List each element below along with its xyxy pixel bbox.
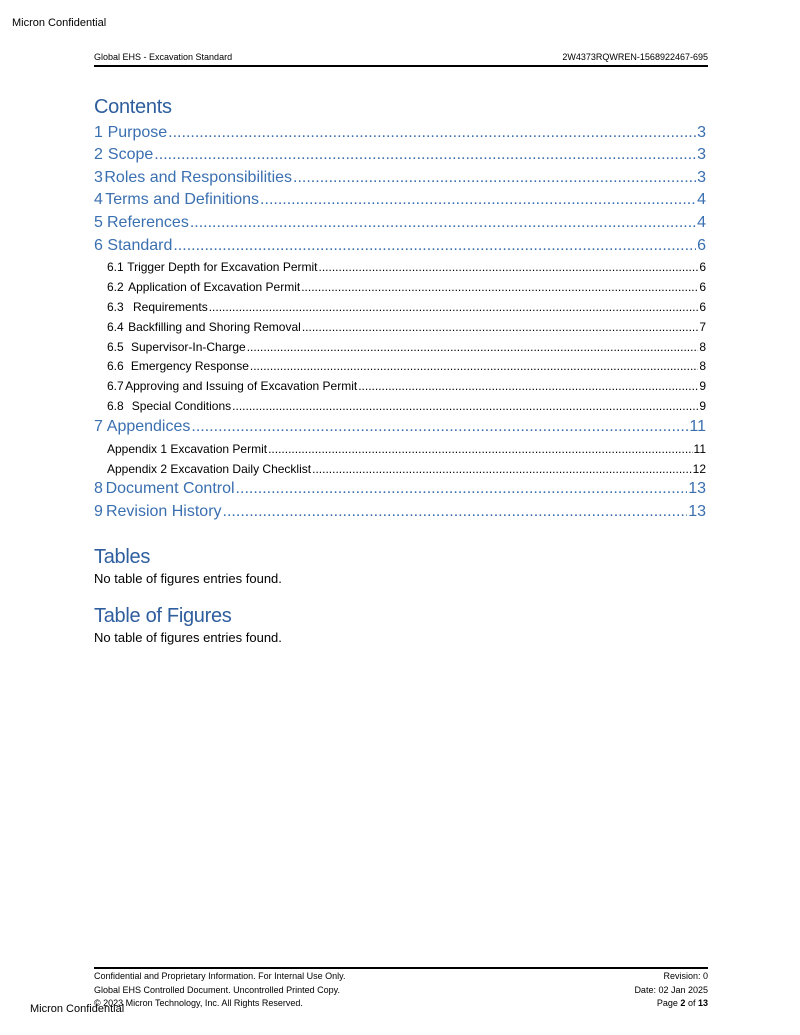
toc-number: 7 <box>94 417 103 435</box>
toc-subentry[interactable] <box>94 393 706 413</box>
toc-leader <box>302 320 698 334</box>
toc-subentry[interactable] <box>94 314 706 334</box>
toc-entry[interactable] <box>94 164 706 187</box>
footer-right <box>634 970 708 1011</box>
toc-number: 6.4 <box>107 319 124 334</box>
toc-title: Scope <box>107 146 154 164</box>
toc-leader <box>154 146 696 164</box>
toc-title: Emergency Response <box>130 359 249 374</box>
toc-entry[interactable] <box>94 498 706 521</box>
header-document-title: Global EHS - Excavation Standard <box>94 52 233 62</box>
toc-entry[interactable] <box>94 413 706 436</box>
toc-entry[interactable] <box>94 476 706 499</box>
toc-title: Trigger Depth for Excavation Permit <box>127 260 318 275</box>
toc-subentry[interactable] <box>94 373 706 393</box>
toc-page: 11 <box>693 441 706 456</box>
toc-entry[interactable] <box>94 142 706 165</box>
toc-number: 1 <box>94 123 103 141</box>
footer-revision: Revision: 0 <box>663 971 708 981</box>
toc-title: Approving and Issuing of Excavation Permit <box>125 379 358 394</box>
toc-page: 6 <box>697 236 706 254</box>
confidential-label-bottom: Micron Confidential <box>30 1003 125 1015</box>
toc-leader <box>250 359 698 373</box>
toc-leader <box>268 442 692 456</box>
toc-number: 9 <box>94 502 103 520</box>
toc-page: 9 <box>699 398 706 413</box>
footer-copyright-line: © 2023 Micron Technology, Inc. All Rights Reserved. <box>94 998 303 1008</box>
toc-subentry[interactable] <box>94 334 706 354</box>
figures-empty-text: No table of figures entries found. <box>94 630 282 645</box>
toc-title: Application of Excavation Permit <box>128 280 301 295</box>
toc-title: Standard <box>107 236 173 254</box>
toc-number: 6.2 <box>107 280 124 295</box>
footer-date: Date: 02 Jan 2025 <box>634 984 708 995</box>
toc-leader <box>236 480 688 498</box>
toc-page: 7 <box>699 319 706 334</box>
toc-appendix-entry[interactable] <box>94 436 706 456</box>
toc-page: 8 <box>699 339 706 354</box>
toc-page: 13 <box>688 502 706 520</box>
tables-heading: Tables <box>94 546 151 568</box>
toc-page: 3 <box>697 168 706 186</box>
figures-heading: Table of Figures <box>94 605 232 627</box>
toc-number: 5 <box>94 213 103 231</box>
toc-leader <box>318 260 698 274</box>
contents-heading: Contents <box>94 96 172 118</box>
toc-title: References <box>107 213 189 231</box>
toc-leader <box>173 237 696 255</box>
toc-title: Appendix 1 Excavation Permit <box>107 441 268 456</box>
toc-page: 3 <box>697 123 706 141</box>
toc-title: Special Conditions <box>131 398 232 413</box>
toc-number: 6.1 <box>107 260 124 275</box>
footer-left <box>94 970 345 1011</box>
toc-subentry[interactable] <box>94 294 706 314</box>
toc-leader <box>190 214 696 232</box>
toc-page: 6 <box>699 260 706 275</box>
toc-entry[interactable] <box>94 232 706 255</box>
toc-leader <box>293 169 696 187</box>
toc-leader <box>301 280 698 294</box>
toc-page: 6 <box>699 280 706 295</box>
toc-number: 4 <box>94 191 103 209</box>
toc-page: 3 <box>697 146 706 164</box>
page-current: 2 <box>680 998 686 1008</box>
toc-entry[interactable] <box>94 209 706 232</box>
toc-leader <box>223 503 688 521</box>
toc-title: Document Control <box>105 480 235 498</box>
toc-number: 6.3 <box>107 299 124 314</box>
toc-title: Purpose <box>107 123 168 141</box>
toc-page: 6 <box>699 299 706 314</box>
tables-section <box>94 545 706 586</box>
tables-empty-text: No table of figures entries found. <box>94 571 282 586</box>
toc-page: 4 <box>697 191 706 209</box>
toc-page: 9 <box>699 379 706 394</box>
toc-page: 11 <box>689 417 706 435</box>
toc-subentry[interactable] <box>94 354 706 374</box>
toc-entry[interactable] <box>94 119 706 142</box>
toc-page: 8 <box>699 359 706 374</box>
toc-subentry[interactable] <box>94 255 706 275</box>
toc-leader <box>260 191 696 209</box>
toc-leader <box>168 124 696 142</box>
toc-title: Roles and Responsibilities <box>104 168 293 186</box>
page-footer <box>94 967 708 1011</box>
toc-leader <box>312 462 692 476</box>
toc-leader <box>191 418 688 436</box>
footer-page-number <box>634 997 708 1011</box>
toc-page: 12 <box>692 461 706 476</box>
toc-leader <box>247 340 699 354</box>
confidential-label-top: Micron Confidential <box>12 17 107 29</box>
toc-leader <box>358 379 698 393</box>
toc-number: 6.6 <box>107 359 124 374</box>
header-document-id: 2W4373RQWREN-1568922467-695 <box>562 52 708 62</box>
page-total: 13 <box>697 998 708 1008</box>
toc-title: Revision History <box>105 502 222 520</box>
toc-title: Backfilling and Shoring Removal <box>128 319 301 334</box>
toc-page: 4 <box>697 213 706 231</box>
toc-entry[interactable] <box>94 187 706 210</box>
table-of-contents <box>94 95 706 521</box>
toc-title: Supervisor-In-Charge <box>131 339 246 354</box>
toc-leader <box>232 399 698 413</box>
toc-number: 8 <box>94 480 103 498</box>
toc-appendix-entry[interactable] <box>94 456 706 476</box>
toc-subentry[interactable] <box>94 274 706 294</box>
toc-page: 13 <box>688 480 706 498</box>
toc-number: 6.7 <box>107 379 124 394</box>
footer-controlled-line: Global EHS Controlled Document. Uncontrolled Printed Copy. <box>94 984 340 995</box>
toc-title: Requirements <box>133 299 208 314</box>
toc-number: 6.5 <box>107 339 124 354</box>
toc-title: Appendix 2 Excavation Daily Checklist <box>107 461 312 476</box>
toc-leader <box>209 300 699 314</box>
footer-confidential-line: Confidential and Proprietary Information. For Internal Use Only. <box>94 971 346 981</box>
page-header <box>94 52 708 67</box>
toc-number: 2 <box>94 146 103 164</box>
toc-number: 3 <box>94 168 103 186</box>
toc-title: Appendices <box>106 417 191 435</box>
page-of: of <box>687 998 696 1008</box>
page-prefix: Page <box>656 998 678 1008</box>
toc-title: Terms and Definitions <box>105 191 260 209</box>
toc-number: 6.8 <box>107 398 124 413</box>
toc-number: 6 <box>94 236 103 254</box>
figures-section <box>94 604 706 645</box>
